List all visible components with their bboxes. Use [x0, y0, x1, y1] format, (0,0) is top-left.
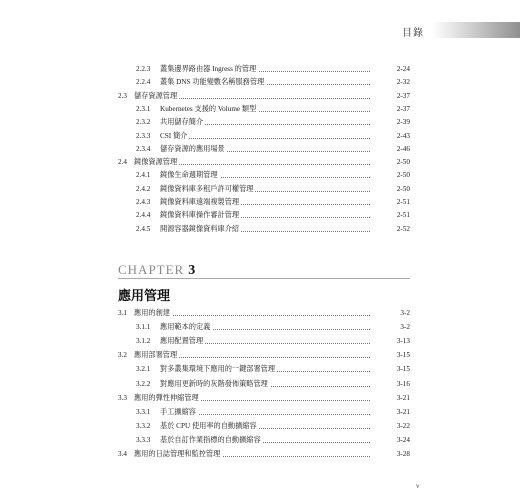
toc-entry-page: 3-16 — [370, 377, 410, 391]
toc-entry-number: 2.2.4 — [136, 78, 151, 87]
toc-entry-number: 3.3.3 — [136, 435, 151, 444]
toc-entry-title: 儲存資源管理 — [134, 89, 179, 103]
toc-entry-title: 應用部署管理 — [134, 348, 179, 362]
toc-entry[interactable] — [0, 405, 520, 419]
toc-entry-title: 手工擴縮容 — [160, 405, 198, 419]
toc-entry-number: 3.3.1 — [136, 407, 151, 416]
toc-entry-number: 2.4 — [118, 158, 127, 167]
toc-entry[interactable] — [0, 447, 520, 461]
toc-entry[interactable] — [0, 377, 520, 391]
toc-entry[interactable] — [0, 89, 520, 103]
toc-entry[interactable] — [0, 129, 520, 143]
toc-entry-page: 2-51 — [370, 208, 410, 222]
toc-entry-number: 2.3 — [118, 91, 127, 100]
toc-entry-page: 2-39 — [370, 115, 410, 129]
toc-entry-page: 2-37 — [370, 89, 410, 103]
toc-entry-number: 3.3.2 — [136, 421, 151, 430]
toc-entry-page: 2-46 — [370, 142, 410, 156]
toc-entry[interactable] — [0, 334, 520, 348]
toc-entry-title: 基於 CPU 使用率的自動擴縮容 — [160, 419, 259, 433]
toc-entry[interactable] — [0, 362, 520, 376]
toc-entry-page: 2-50 — [370, 155, 410, 169]
toc-entry-title: 鏡像資源管理 — [134, 155, 179, 169]
header-tab — [432, 22, 520, 38]
toc-entry[interactable] — [0, 348, 520, 362]
toc-entry-number: 3.2.1 — [136, 365, 151, 374]
toc-entry-page: 2-37 — [370, 102, 410, 116]
toc-entry-title: 應用範本的定義 — [160, 320, 212, 334]
toc-entry-number: 3.1.2 — [136, 337, 151, 346]
toc-entry-number: 2.3.4 — [136, 144, 151, 153]
toc-entry-page: 2-32 — [370, 75, 410, 89]
toc-entry-number: 2.2.3 — [136, 65, 151, 73]
toc-entry[interactable] — [0, 155, 520, 169]
toc-entry-page: 2-51 — [370, 195, 410, 209]
toc-entry-title: 應用的創建 — [134, 306, 172, 320]
toc-entry-title: 叢集邊界路由器 Ingress 的管理 — [160, 62, 258, 76]
toc-entry-number: 3.3 — [118, 393, 127, 402]
toc-entry-title: 鏡像資料庫多租戶許可權管理 — [160, 182, 255, 196]
toc-entry-page: 3-2 — [370, 320, 410, 334]
toc-entry-number: 2.4.3 — [136, 198, 151, 206]
toc-entry[interactable] — [0, 102, 520, 116]
toc-entry[interactable] — [0, 391, 520, 405]
toc-entry-page: 3-21 — [370, 391, 410, 405]
toc-entry-number: 3.1.1 — [136, 323, 151, 332]
toc-entry-number: 2.4.5 — [136, 224, 151, 233]
toc-entry-page: 3-28 — [370, 447, 410, 461]
toc-entry[interactable] — [0, 75, 520, 89]
toc-entry[interactable] — [0, 115, 520, 129]
toc-entry-title: 應用配置管理 — [160, 334, 205, 348]
toc-entry[interactable] — [0, 208, 520, 222]
toc-dot-leader — [160, 138, 392, 139]
chapter-label: CHAPTER — [118, 262, 185, 277]
toc-entry[interactable] — [0, 222, 520, 236]
toc-entry-number: 3.2.2 — [136, 379, 151, 388]
toc-entry-title: 開源容器鏡像資料庫介紹 — [160, 222, 241, 236]
toc-entry-title: 鏡像資料庫遠端複製管理 — [160, 195, 241, 209]
toc-entry-number: 2.3.3 — [136, 131, 151, 140]
toc-entry-page: 2-50 — [370, 168, 410, 182]
toc-entry[interactable] — [0, 142, 520, 156]
toc-entry-number: 3.2 — [118, 351, 127, 360]
toc-entry[interactable] — [0, 433, 520, 447]
chapter-number: 3 — [188, 263, 197, 278]
toc-entry-page: 3-24 — [370, 433, 410, 447]
chapter-heading — [118, 262, 196, 279]
toc-entry-title: 鏡像資料庫操作審計管理 — [160, 208, 241, 222]
toc-entry-page: 3-15 — [370, 362, 410, 376]
chapter-divider — [118, 278, 410, 279]
toc-entry[interactable] — [0, 182, 520, 196]
toc-entry-number: 2.4.4 — [136, 211, 151, 220]
toc-dot-leader — [134, 315, 392, 316]
toc-entry-title: 應用的彈性伸縮管理 — [134, 391, 201, 405]
toc-entry-title: 應用的日誌管理和監控管理 — [134, 447, 222, 461]
toc-entry-title: Kubernetes 支援的 Volume 類型 — [160, 102, 258, 116]
toc-entry-page: 3-2 — [370, 306, 410, 320]
toc-entry[interactable] — [0, 195, 520, 209]
toc-entry-page: 2-52 — [370, 222, 410, 236]
toc-entry-page: 2-24 — [370, 62, 410, 76]
toc-entry[interactable] — [0, 168, 520, 182]
toc-entry-title: 叢集 DNS 功能變數名稱服務管理 — [160, 75, 266, 89]
toc-entry-title: 儲存資源的應用場景 — [160, 142, 227, 156]
toc-entry-number: 3.1 — [118, 309, 127, 317]
toc-entry-page: 3-13 — [370, 334, 410, 348]
toc-entry-page: 3-15 — [370, 348, 410, 362]
toc-entry-title: 鏡像生命週期管理 — [160, 168, 220, 182]
toc-entry-title: 對應用更新時的灰階發佈策略管理 — [160, 377, 270, 391]
toc-entry-title: 共用儲存簡介 — [160, 115, 205, 129]
header-label: 目錄 — [402, 28, 424, 39]
toc-entry-page: 3-21 — [370, 405, 410, 419]
toc-entry-number: 2.4.1 — [136, 171, 151, 180]
toc-entry[interactable] — [0, 320, 520, 334]
toc-entry-title: 基於自訂作業指標的自動擴縮容 — [160, 433, 263, 447]
chapter-title: 應用管理 — [118, 289, 171, 304]
toc-entry[interactable] — [0, 306, 520, 320]
toc-entry[interactable] — [0, 419, 520, 433]
toc-entry-title: 對多叢集環境下應用的一鍵部署管理 — [160, 362, 277, 376]
page-number: v — [416, 482, 420, 490]
toc-entry-number: 2.3.2 — [136, 118, 151, 127]
toc-entry-title: CSI 簡介 — [160, 129, 189, 143]
toc-entry-number: 2.3.1 — [136, 104, 151, 113]
toc-entry-page: 3-22 — [370, 419, 410, 433]
toc-entry-number: 2.4.2 — [136, 184, 151, 193]
toc-entry-page: 2-50 — [370, 182, 410, 196]
toc-entry[interactable] — [0, 62, 520, 76]
toc-entry-page: 2-43 — [370, 129, 410, 143]
toc-entry-number: 3.4 — [118, 450, 127, 458]
